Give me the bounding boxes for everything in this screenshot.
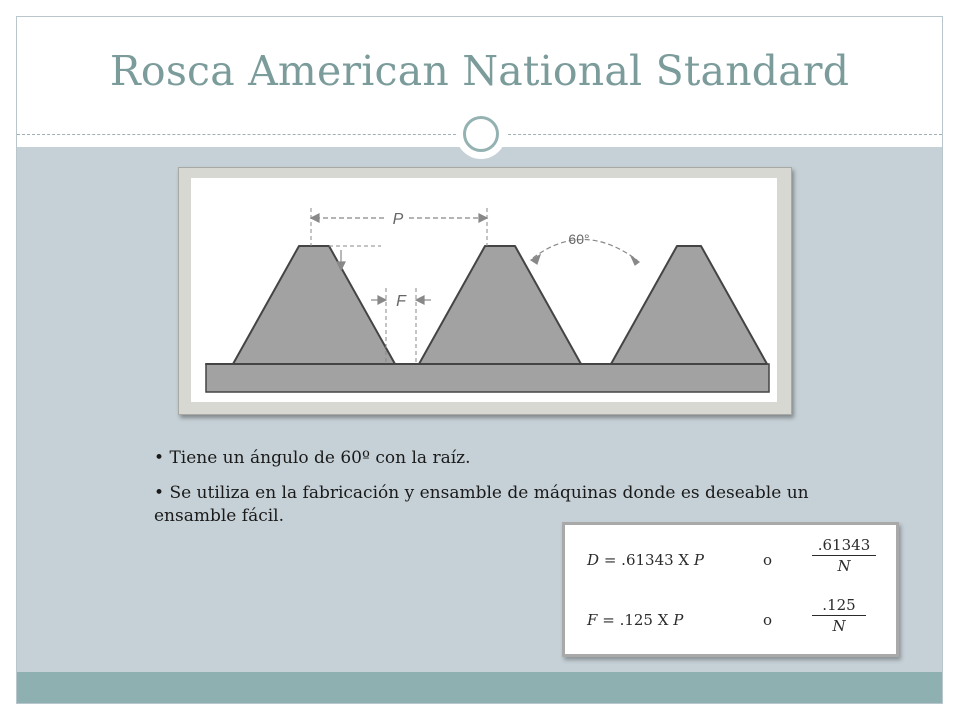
- formula-d-fraction: $\frac{.61343}{N}$: [812, 535, 876, 576]
- thread-base: [206, 364, 769, 392]
- formula-d-or: o: [763, 551, 773, 569]
- bullet-text: Tiene un ángulo de 60º con la raíz.: [169, 448, 471, 468]
- formula-f-or: o: [763, 611, 773, 629]
- formula-box: [562, 522, 899, 657]
- thread-diagram-frame: [178, 167, 792, 415]
- thread-diagram: [191, 178, 777, 402]
- slide-title: Rosca American National Standard: [109, 47, 850, 95]
- pitch-label: P: [392, 211, 404, 228]
- ring-ornament-icon: [456, 109, 506, 159]
- thread-profile: [206, 246, 767, 364]
- bullet-text: Se utiliza en la fabricación y ensamble de máquinas donde es deseable un ensamble fácil.: [154, 483, 809, 526]
- bullet-item: • Tiene un ángulo de 60º con la raíz.: [154, 448, 471, 468]
- angle-label: 60°: [568, 231, 590, 247]
- formula-f: F = .125 X P: [587, 611, 684, 629]
- footer-band: [17, 672, 942, 704]
- thread-profile-svg: [191, 178, 777, 402]
- bullet-item: • Se utiliza en la fabricación y ensamble de máquinas donde es deseable un ensamble fácil.: [154, 483, 809, 526]
- flat-label: F: [396, 293, 406, 310]
- formula-d: D = .61343 X P: [587, 551, 704, 569]
- slide: [16, 16, 943, 704]
- formula-f-fraction: $\frac{.125}{N}$: [812, 595, 866, 636]
